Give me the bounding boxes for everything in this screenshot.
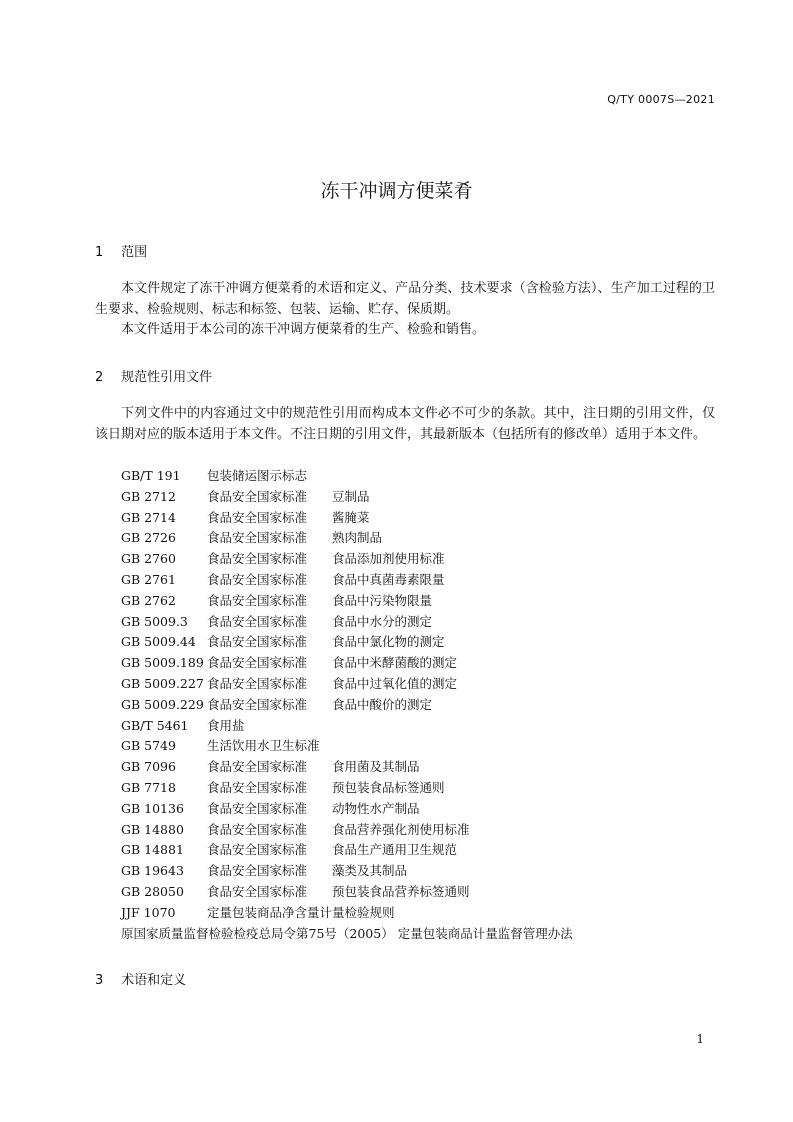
reference-code: GB 2726 [121, 530, 176, 546]
reference-code: GB 7096 [121, 759, 176, 775]
reference-code: GB 2762 [121, 592, 176, 608]
section-number: 1 [95, 245, 104, 260]
reference-category: 食品安全国家标准 [207, 883, 308, 899]
reference-item [121, 695, 573, 716]
section-title: 术语和定义 [121, 973, 187, 988]
reference-item [121, 820, 573, 841]
section-1-heading [95, 241, 147, 260]
reference-code: GB 5009.3 [121, 613, 188, 629]
section-2-body [95, 404, 715, 445]
section-3-heading [95, 969, 186, 988]
reference-code: GB 28050 [121, 883, 184, 899]
reference-category: 食品安全国家标准 [207, 655, 308, 671]
reference-code: GB/T 5461 [121, 717, 189, 733]
reference-item [121, 612, 573, 633]
reference-code: GB 5009.189 [121, 655, 204, 671]
reference-category: 食品安全国家标准 [207, 800, 308, 816]
reference-category: 食品安全国家标准 [207, 530, 308, 546]
reference-category: 食用盐 [207, 717, 245, 733]
section-2-heading [95, 366, 212, 385]
reference-item [121, 861, 573, 882]
reference-item [121, 903, 573, 924]
reference-category: 食品安全国家标准 [207, 842, 308, 858]
reference-category: 食品安全国家标准 [207, 592, 308, 608]
reference-title: 动物性水产制品 [332, 800, 420, 816]
paragraph: 本文件规定了冻干冲调方便菜肴的术语和定义、产品分类、技术要求（含检验方法）、生产加工过程的卫生要求、检验规则、标志和标签、包装、运输、贮存、保质期。 [95, 281, 715, 317]
paragraph: 下列文件中的内容通过文中的规范性引用而构成本文件必不可少的条款。其中，注日期的引用文件，仅该日期对应的版本适用于本文件。不注日期的引用文件，其最新版本（包括所有的修改单）适用于本文件。 [95, 406, 715, 442]
reference-title: 藻类及其制品 [332, 863, 408, 879]
reference-code: GB 2714 [121, 509, 176, 525]
document-title: 冻干冲调方便菜肴 [320, 180, 473, 202]
reference-title: 预包装食品营养标签通则 [332, 883, 470, 899]
reference-category: 包装储运图示标志 [207, 468, 308, 483]
reference-title: 食品中米酵菌酸的测定 [332, 655, 458, 671]
reference-code: GB 5009.229 [121, 696, 204, 712]
reference-item [121, 653, 573, 674]
reference-title: 食品中真菌毒素限量 [332, 571, 445, 587]
reference-item [121, 882, 573, 903]
reference-item [121, 466, 573, 487]
reference-code: GB 10136 [121, 800, 184, 816]
reference-title: 食品中水分的测定 [332, 613, 433, 629]
section-1-body [95, 279, 715, 341]
reference-code: GB 2760 [121, 551, 176, 567]
reference-code: GB 14881 [121, 842, 184, 858]
section-title: 规范性引用文件 [121, 370, 213, 385]
section-number: 3 [95, 973, 104, 988]
reference-category: 食品安全国家标准 [207, 863, 308, 879]
reference-list [121, 466, 573, 944]
reference-category: 食品安全国家标准 [207, 551, 308, 567]
reference-code: GB 19643 [121, 863, 184, 879]
reference-code: GB 5749 [121, 738, 176, 754]
reference-code: GB 5009.44 [121, 634, 196, 650]
reference-category: 生活饮用水卫生标准 [207, 738, 320, 754]
reference-note: 原国家质量监督检验检疫总局令第75号（2005） 定量包装商品计量监督管理办法 [121, 925, 573, 941]
reference-category: 食品安全国家标准 [207, 634, 308, 650]
reference-title: 熟肉制品 [332, 530, 383, 546]
reference-category: 食品安全国家标准 [207, 696, 308, 712]
reference-item [121, 570, 573, 591]
reference-code: JJF 1070 [121, 904, 176, 920]
reference-title: 食品添加剂使用标准 [332, 551, 445, 567]
reference-title: 豆制品 [332, 488, 370, 504]
reference-category: 食品安全国家标准 [207, 571, 308, 587]
reference-title: 食品中酸价的测定 [332, 696, 433, 712]
reference-code: GB 14880 [121, 821, 184, 837]
reference-category: 食品安全国家标准 [207, 613, 308, 629]
reference-item [121, 799, 573, 820]
reference-item [121, 528, 573, 549]
reference-item [121, 778, 573, 799]
reference-title: 食品生产通用卫生规范 [332, 842, 458, 858]
reference-item [121, 674, 573, 695]
reference-title: 食品营养强化剂使用标准 [332, 821, 470, 837]
reference-title: 食用菌及其制品 [332, 759, 420, 775]
reference-code: GB 2761 [121, 571, 176, 587]
reference-item [121, 487, 573, 508]
reference-item [121, 736, 573, 757]
reference-category: 食品安全国家标准 [207, 488, 308, 504]
reference-category: 食品安全国家标准 [207, 675, 308, 691]
section-number: 2 [95, 370, 104, 385]
reference-title: 预包装食品标签通则 [332, 779, 445, 795]
reference-code: GB 2712 [121, 488, 176, 504]
page-number: 1 [696, 1032, 704, 1046]
reference-item [121, 632, 573, 653]
reference-code: GB 7718 [121, 779, 176, 795]
reference-title: 酱腌菜 [332, 509, 370, 525]
reference-category: 食品安全国家标准 [207, 759, 308, 775]
reference-item [121, 757, 573, 778]
reference-category: 食品安全国家标准 [207, 509, 308, 525]
paragraph: 本文件适用于本公司的冻干冲调方便菜肴的生产、检验和销售。 [121, 322, 486, 337]
reference-item [121, 840, 573, 861]
reference-item [121, 508, 573, 529]
reference-category: 定量包装商品净含量计量检验规则 [207, 904, 395, 920]
reference-title: 食品中污染物限量 [332, 592, 433, 608]
reference-code: GB/T 191 [121, 468, 181, 483]
reference-category: 食品安全国家标准 [207, 779, 308, 795]
reference-title: 食品中氯化物的测定 [332, 634, 445, 650]
reference-item [121, 716, 573, 737]
reference-item [121, 549, 573, 570]
reference-item [121, 591, 573, 612]
section-title: 范围 [121, 245, 148, 260]
reference-category: 食品安全国家标准 [207, 821, 308, 837]
document-code: Q/TY 0007S—2021 [607, 93, 715, 106]
reference-code: GB 5009.227 [121, 675, 204, 691]
reference-title: 食品中过氧化值的测定 [332, 675, 458, 691]
